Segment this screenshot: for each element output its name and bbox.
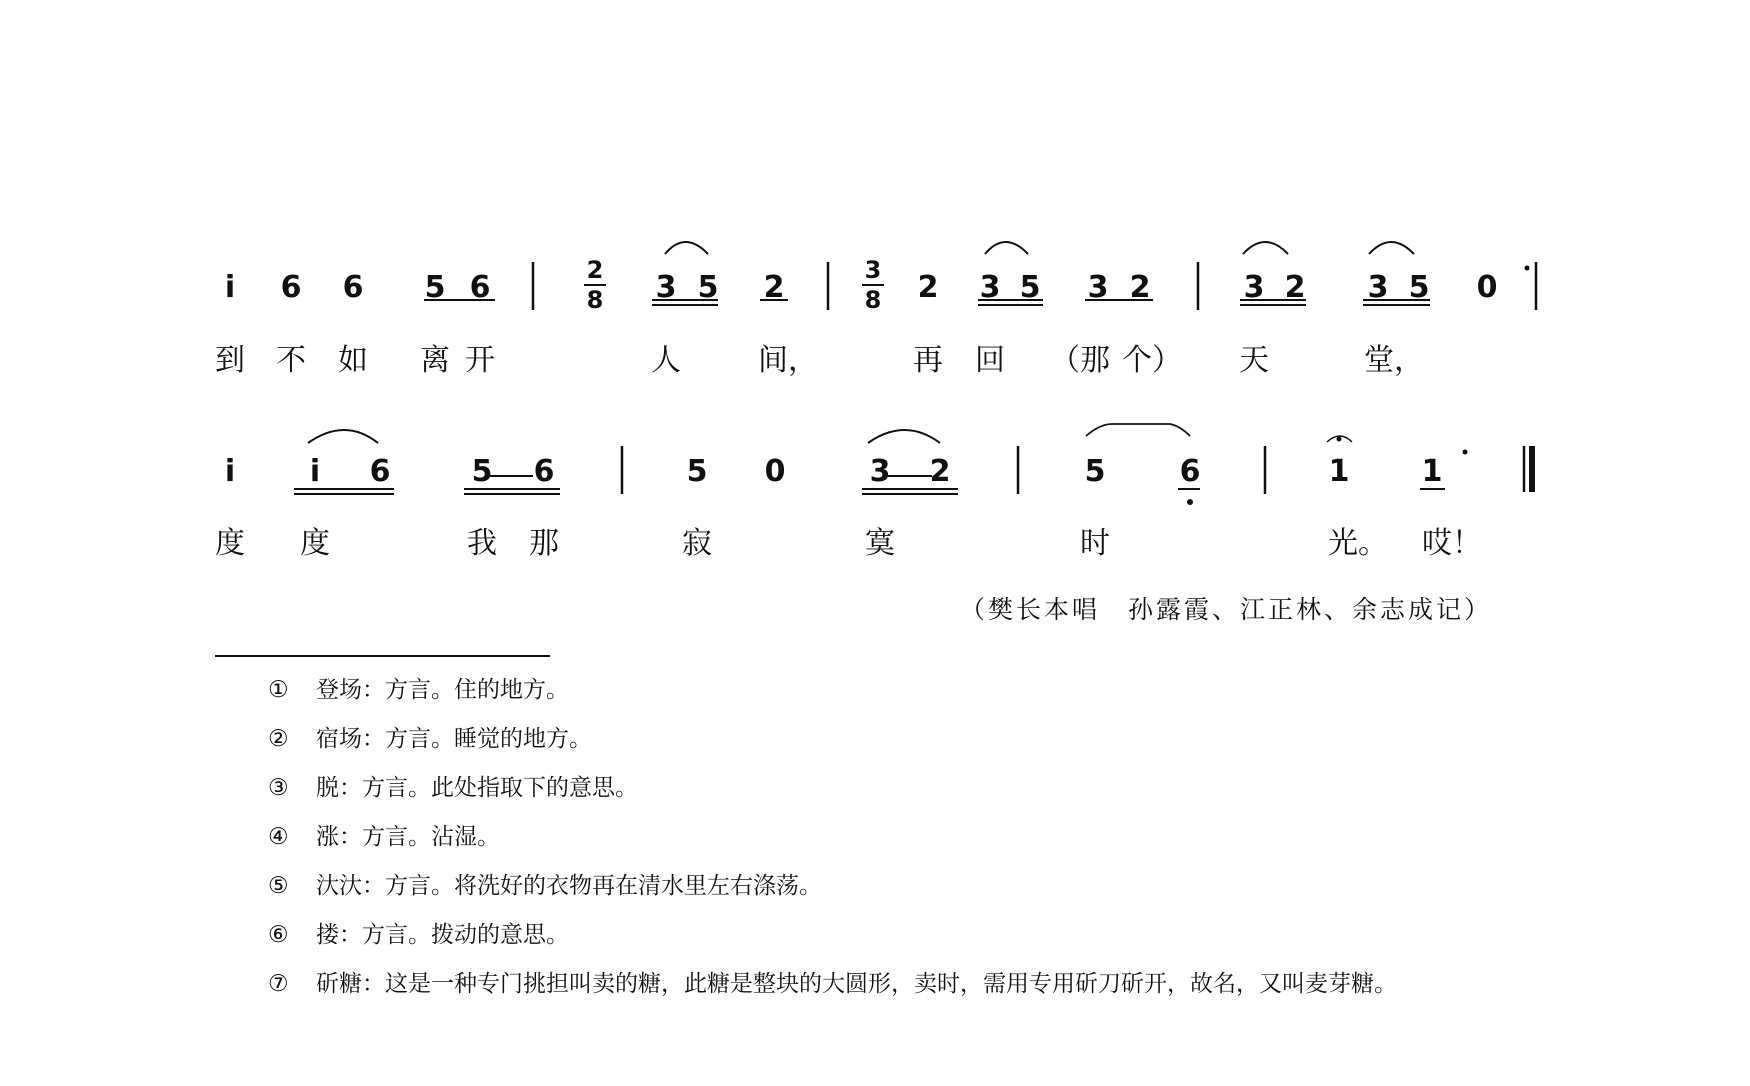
note: 3 xyxy=(979,270,1001,305)
note: i xyxy=(309,454,321,489)
lyric: 回 xyxy=(975,343,1005,378)
note: 5 xyxy=(697,270,719,305)
lyric: 如 xyxy=(338,343,368,378)
footnote-number: ① xyxy=(268,677,289,703)
footnotes xyxy=(268,666,1397,1009)
lyric: 那 xyxy=(529,526,559,561)
footnote-text: 脱：方言。此处指取下的意思。 xyxy=(316,775,638,801)
singer-recorder-credit: （樊长本唱 孙露霞、江正林、余志成记） xyxy=(960,595,1493,624)
lyric: 哎！ xyxy=(1422,526,1482,561)
lyric: 个） xyxy=(1122,343,1182,378)
note: 5 xyxy=(686,454,708,489)
footnote-text: 搂：方言。拨动的意思。 xyxy=(316,922,569,948)
lyric: 堂， xyxy=(1364,343,1424,378)
footnote-number: ⑤ xyxy=(268,873,289,899)
note: 2 xyxy=(1284,270,1306,305)
note: 6 xyxy=(369,454,391,489)
lyric: 度 xyxy=(215,526,245,561)
note: 3 xyxy=(655,270,677,305)
footnote-text: 汏汏：方言。将洗好的衣物再在清水里左右涤荡。 xyxy=(316,873,822,899)
note: 0 xyxy=(1476,270,1498,305)
lyric: 寂 xyxy=(682,526,712,561)
note: i xyxy=(224,454,236,489)
footnote-4 xyxy=(268,813,1397,862)
footnote-number: ⑦ xyxy=(268,971,289,997)
note: 3 xyxy=(1087,270,1109,305)
footnote-number: ③ xyxy=(268,775,289,801)
lyric: 再 xyxy=(913,343,943,378)
footnote-text: 宿场：方言。睡觉的地方。 xyxy=(316,726,592,752)
footnote-number: ④ xyxy=(268,824,289,850)
note: 2 xyxy=(1129,270,1151,305)
lyric: 间， xyxy=(758,343,818,378)
note: 5 xyxy=(471,454,493,489)
lyric: 时 xyxy=(1080,526,1110,561)
note: 1 xyxy=(1421,454,1443,489)
lyric: 寞 xyxy=(865,526,895,561)
note: 5 xyxy=(1084,454,1106,489)
footnote-5 xyxy=(268,862,1397,911)
note: 3 xyxy=(1243,270,1265,305)
lyric: 开 xyxy=(465,343,495,378)
note: 3 xyxy=(869,454,891,489)
footnote-text: 登场：方言。住的地方。 xyxy=(316,677,569,703)
note: 2 xyxy=(929,454,951,489)
note: 5 xyxy=(1019,270,1041,305)
lyric: （那 xyxy=(1050,343,1110,378)
footnote-2 xyxy=(268,715,1397,764)
note: 6 xyxy=(533,454,555,489)
footnote-rule xyxy=(215,655,550,657)
note: i xyxy=(224,270,236,305)
lyric: 光。 xyxy=(1328,526,1388,561)
lyric: 我 xyxy=(467,526,497,561)
note: 5 xyxy=(1408,270,1430,305)
footnote-number: ② xyxy=(268,726,289,752)
note: 0 xyxy=(764,454,786,489)
lyric: 天 xyxy=(1239,343,1269,378)
lyric: 人 xyxy=(651,343,681,378)
footnote-number: ⑥ xyxy=(268,922,289,948)
lyric: 到 xyxy=(215,343,245,378)
lyric: 不 xyxy=(276,343,306,378)
footnote-7 xyxy=(268,960,1397,1009)
note: 6 xyxy=(280,270,302,305)
lyric: 离 xyxy=(420,343,450,378)
note: 6 xyxy=(1179,454,1201,489)
note: 6 xyxy=(469,270,491,305)
footnote-3 xyxy=(268,764,1397,813)
note: 2 xyxy=(917,270,939,305)
note: 3 xyxy=(1367,270,1389,305)
note: 5 xyxy=(424,270,446,305)
footnote-text: 斫糖：这是一种专门挑担叫卖的糖，此糖是整块的大圆形，卖时，需用专用斫刀斫开，故名，又叫麦芽糖。 xyxy=(316,971,1397,997)
footnote-1 xyxy=(268,666,1397,715)
note: 2 xyxy=(763,270,785,305)
note: 6 xyxy=(342,270,364,305)
lyric: 度 xyxy=(300,526,330,561)
footnote-text: 涨：方言。沾湿。 xyxy=(316,824,500,850)
time-signature: 3 8 xyxy=(858,258,888,312)
time-signature: 2 8 xyxy=(580,258,610,312)
footnote-6 xyxy=(268,911,1397,960)
note: 1 xyxy=(1328,454,1350,489)
